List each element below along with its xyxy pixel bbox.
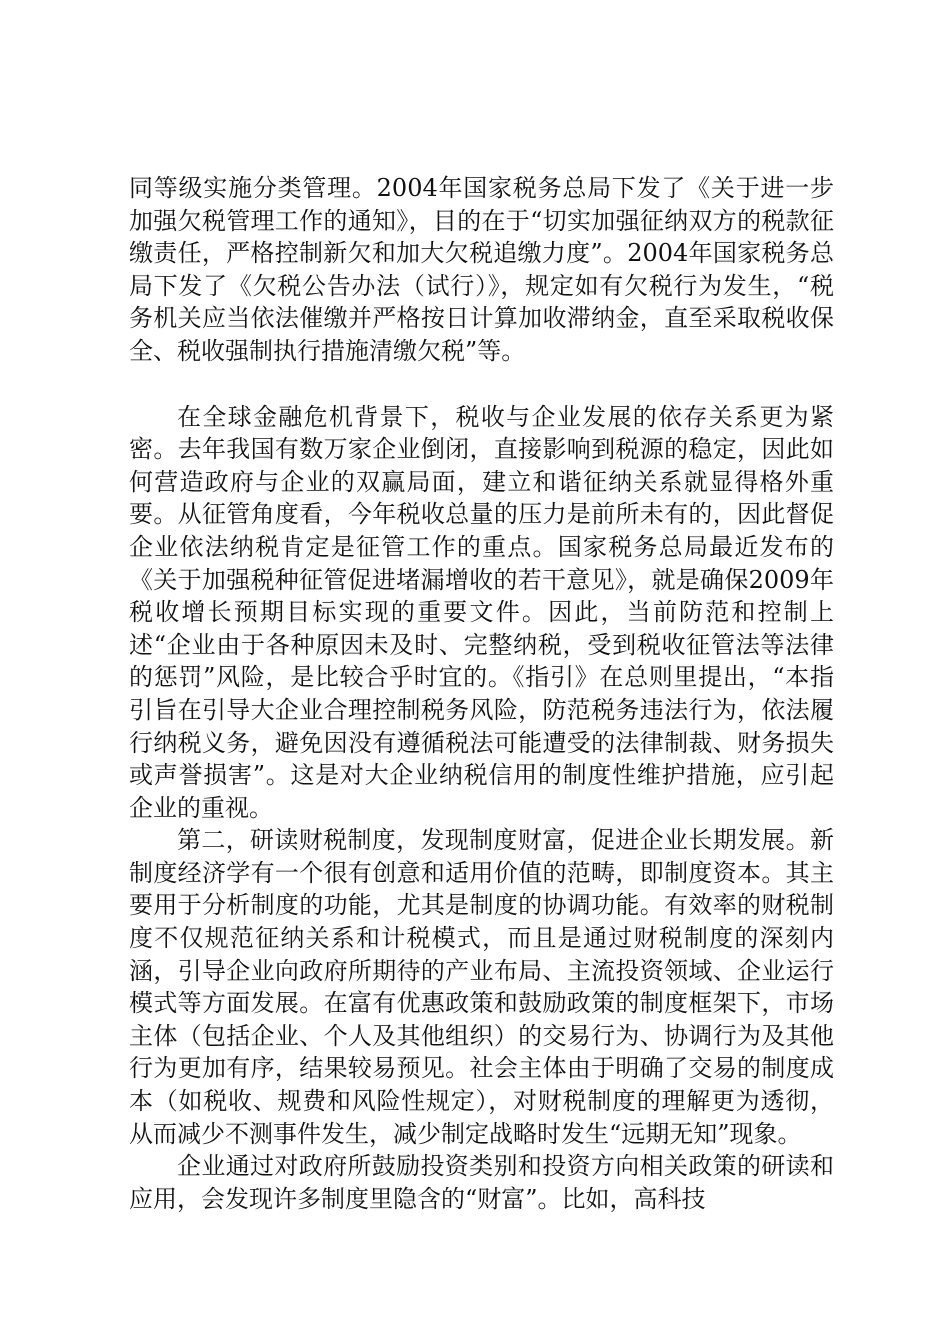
document-body [129,172,834,1215]
paragraph-financial-crisis: 在全球金融危机背景下，税收与企业发展的依存关系更为紧密。去年我国有数万家企业倒闭，直接影响到税源的稳定，因此如何营造政府与企业的双赢局面，建立和谐征纳关系就显得格外重要。从征管角度看，今年税收总量的压力是前所未有的，因此督促企业依法纳税肯定是征管工作的重点。国家税务总局最近发布的《关于加强税种征管促进堵漏增收的若干意见》，就是确保2009年税收增长预期目标实现的重要文件。因此，当前防范和控制上述“企业由于各种原因未及时、完整纳税，受到税收征管法等法律的惩罚”风险，是比较合乎时宜的。《指引》在总则里提出，“本指引旨在引导大企业合理控制税务风险，防范税务违法行为，依法履行纳税义务，避免因没有遵循税法可能遭受的法律制裁、财务损失或声誉损害”。这是对大企业纳税信用的制度性维护措施，应引起企业的重视。 [129,402,834,822]
paragraph-second-point: 第二，研读财税制度，发现制度财富，促进企业长期发展。新制度经济学有一个很有创意和适用价值的范畴，即制度资本。其主要用于分析制度的功能，尤其是制度的协调功能。有效率的财税制度不仅规范征纳关系和计税模式，而且是通过财税制度的深刻内涵，引导企业向政府所期待的产业布局、主流投资领域、企业运行模式等方面发展。在富有优惠政策和鼓励政策的制度框架下，市场主体（包括企业、个人及其他组织）的交易行为、协调行为及其他行为更加有序，结果较易预见。社会主体由于明确了交易的制度成本（如税收、规费和风险性规定），对财税制度的理解更为透彻，从而减少不测事件发生，减少制定战略时发生“远期无知”现象。 [129,826,834,1148]
paragraph-continued: 同等级实施分类管理。2004年国家税务总局下发了《关于进一步加强欠税管理工作的通知》，目的在于“切实加强征纳双方的税款征缴责任，严格控制新欠和加大欠税追缴力度”。2004年国家税务总局下发了《欠税公告办法（试行）》，规定如有欠税行为发生，“税务机关应当依法催缴并严格按日计算加收滞纳金，直至采取税收保全、税收强制执行措施清缴欠税”等。 [129,174,834,365]
paragraph-policy-wealth: 企业通过对政府所鼓励投资类别和投资方向相关政策的研读和应用，会发现许多制度里隐含的“财富”。比如，高科技 [129,1152,834,1213]
